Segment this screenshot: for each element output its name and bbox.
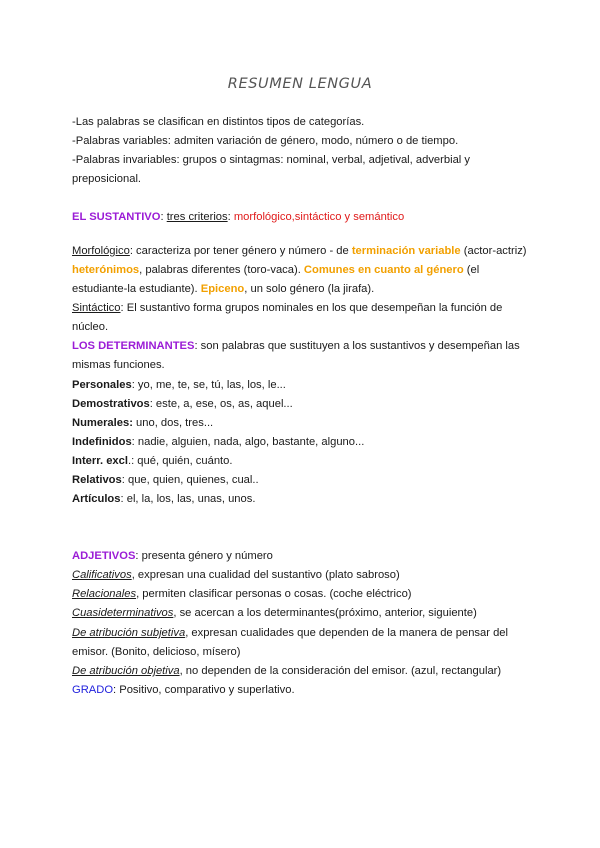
morfologico-text: , un solo género (la jirafa).	[244, 283, 375, 295]
calificativos-text: , expresan una cualidad del sustantivo (plato sabroso)	[131, 569, 400, 581]
morfologico-line-2	[72, 263, 479, 277]
comunes-genero: Comunes en cuanto al género	[303, 264, 464, 276]
objetiva-text: , no dependen de la consideración del emisor. (azul, rectangular)	[179, 665, 502, 677]
calificativos-label: Calificativos	[72, 569, 132, 581]
subjetiva-line-1	[72, 626, 508, 640]
morfologico-line-1	[72, 244, 527, 258]
determinante-item	[72, 435, 364, 449]
determinantes-line-2: mismas funciones.	[72, 359, 165, 371]
cuasideterminativos-label: Cuasideterminativos	[72, 607, 174, 619]
sustantivo-heading-line	[72, 210, 404, 224]
morfologico-line-3	[72, 282, 374, 296]
sintactico-label: Sintáctico	[72, 302, 121, 314]
page-title: RESUMEN LENGUA	[227, 76, 373, 92]
sintactico-text: : El sustantivo forma grupos nominales en los que desempeñan la función de	[120, 302, 503, 314]
intro-line-1: -Las palabras se clasifican en distintos tipos de categorías.	[72, 116, 365, 128]
determinante-item	[72, 454, 232, 468]
subjetiva-text: , expresan cualidades que dependen de la manera de pensar del	[185, 627, 508, 639]
terminacion-variable: terminación variable	[351, 245, 461, 257]
determinante-item	[72, 473, 259, 487]
determinante-item	[72, 492, 255, 506]
adjetivos-heading-line	[72, 549, 273, 563]
item-text: : el, la, los, las, unas, unos.	[120, 493, 256, 505]
item-label: Relativos	[72, 474, 122, 486]
item-label: Artículos	[72, 493, 121, 505]
item-label: Indefinidos	[72, 436, 132, 448]
morfologico-label: Morfológico	[72, 245, 130, 257]
separator: :	[160, 211, 167, 223]
determinante-item	[72, 378, 286, 392]
sintactico-line-2: núcleo.	[72, 321, 109, 333]
morfologico-text: estudiante-la estudiante).	[72, 283, 201, 295]
grado-line	[72, 683, 295, 697]
item-text: : nadie, alguien, nada, algo, bastante, alguno...	[131, 436, 365, 448]
epiceno: Epiceno	[200, 283, 245, 295]
cuasideterminativos-text: , se acercan a los determinantes(próximo, anterior, siguiente)	[173, 607, 477, 619]
intro-line-3: -Palabras invariables: grupos o sintagmas: nominal, verbal, adjetival, adverbial y	[72, 154, 470, 166]
grado-label: GRADO	[72, 684, 114, 696]
criteria-label: tres criterios	[166, 211, 228, 223]
intro-line-2: -Palabras variables: admiten variación de género, modo, número o de tiempo.	[72, 135, 459, 147]
item-text: : que, quien, quienes, cual..	[121, 474, 259, 486]
item-label: Interr. excl	[72, 455, 128, 467]
calificativos-line	[72, 568, 400, 582]
item-text: : yo, me, te, se, tú, las, los, le...	[131, 379, 286, 391]
item-text: .: qué, quién, cuánto.	[127, 455, 233, 467]
sustantivo-heading: EL SUSTANTIVO	[72, 211, 161, 223]
heteronimos: heterónimos	[72, 264, 140, 276]
determinantes-line-1	[72, 339, 520, 353]
determinante-item	[72, 416, 213, 430]
item-label: Numerales:	[72, 417, 133, 429]
item-text: : este, a, ese, os, as, aquel...	[149, 398, 293, 410]
morfologico-text: (actor-actriz)	[460, 245, 527, 257]
relacionales-text: , permiten clasificar personas o cosas. (coche eléctrico)	[136, 588, 412, 600]
item-label: Personales	[72, 379, 132, 391]
subjetiva-label: De atribución subjetiva	[72, 627, 186, 639]
separator: :	[227, 211, 234, 223]
determinantes-text: : son palabras que sustituyen a los sustantivos y desempeñan las	[194, 340, 520, 352]
objetiva-line	[72, 664, 501, 678]
morfologico-text: , palabras diferentes (toro-vaca).	[139, 264, 304, 276]
determinantes-heading: LOS DETERMINANTES	[72, 340, 195, 352]
relacionales-line	[72, 587, 412, 601]
objetiva-label: De atribución objetiva	[72, 665, 180, 677]
item-text: uno, dos, tres...	[132, 417, 214, 429]
criteria-list: morfológico,sintáctico y semántico	[233, 211, 405, 223]
determinante-item	[72, 397, 293, 411]
cuasideterminativos-line	[72, 606, 477, 620]
intro-line-4: preposicional.	[72, 173, 142, 185]
subjetiva-line-2: emisor. (Bonito, delicioso, mísero)	[72, 646, 241, 658]
morfologico-text: : caracteriza por tener género y número - de	[129, 245, 352, 257]
adjetivos-text: : presenta género y número	[135, 550, 273, 562]
adjetivos-heading: ADJETIVOS	[72, 550, 136, 562]
item-label: Demostrativos	[72, 398, 150, 410]
relacionales-label: Relacionales	[72, 588, 137, 600]
morfologico-text: (el	[463, 264, 480, 276]
grado-text: : Positivo, comparativo y superlativo.	[113, 684, 295, 696]
sintactico-line-1	[72, 301, 502, 315]
